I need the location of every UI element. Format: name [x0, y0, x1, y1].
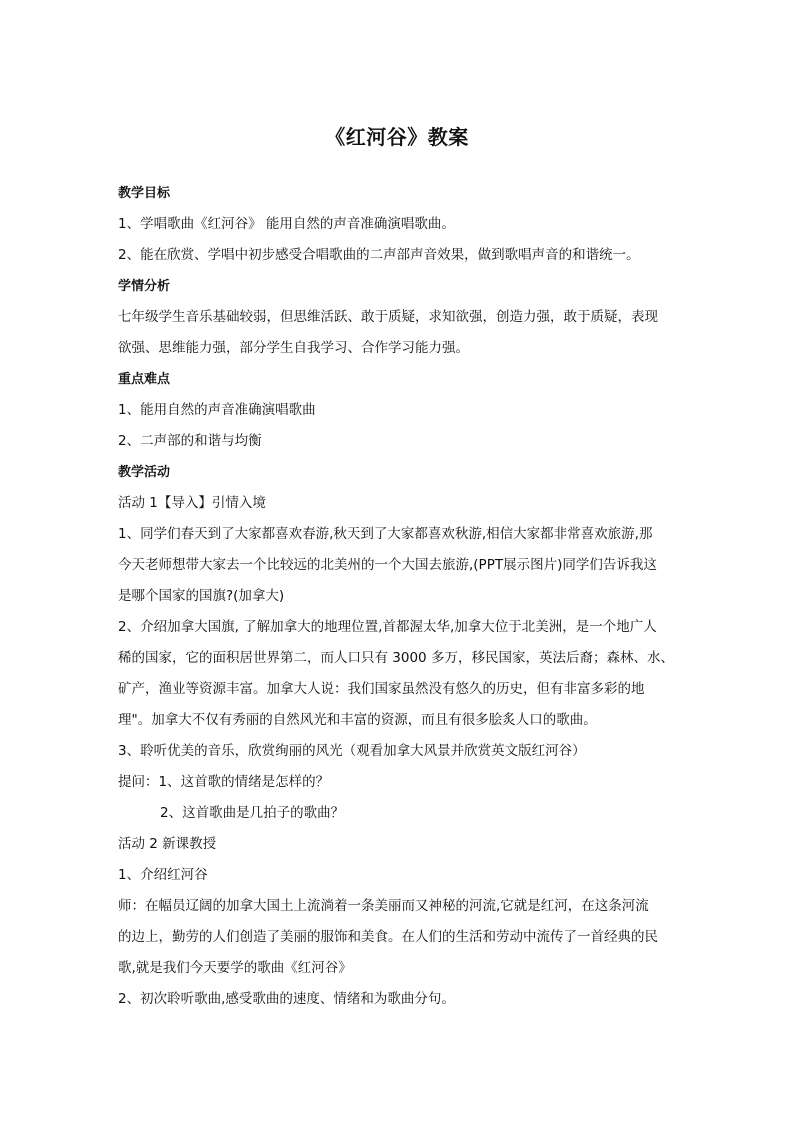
paragraph-line: 提问：1、这首歌的情绪是怎样的？: [118, 774, 330, 790]
section-heading: 教学活动: [118, 465, 171, 480]
document-title: 《红河谷》教案: [325, 125, 469, 149]
paragraph-line: 2、初次聆听歌曲,感受歌曲的速度、情绪和为歌曲分句。: [118, 991, 455, 1007]
paragraph-line: 是哪个国家的国旗?(加拿大): [118, 588, 285, 604]
paragraph-line: 2、能在欣赏、学唱中初步感受合唱歌曲的二声部声音效果，做到歌唱声音的和谐统一。: [118, 247, 640, 263]
paragraph-line: 的边上，勤劳的人们创造了美丽的服饰和美食。在人们的生活和劳动中流传了一首经典的民: [118, 929, 658, 945]
paragraph-line: 今天老师想带大家去一个比较远的北美州的一个大国去旅游,(PPT展示图片)同学们告诉我这: [118, 557, 657, 573]
paragraph-line: 2、介绍加拿大国旗, 了解加拿大的地理位置,首都渥太华,加拿大位于北美洲，是一个地广人: [118, 619, 657, 635]
section-heading: 学情分析: [118, 279, 171, 294]
paragraph-line: 歌,就是我们今天要学的歌曲《红河谷》: [118, 960, 352, 976]
paragraph-line: 2、二声部的和谐与均衡: [118, 433, 262, 449]
document-body: [118, 178, 680, 1015]
paragraph-line: 3、聆听优美的音乐，欣赏绚丽的风光（观看加拿大风景并欣赏英文版红河谷）: [118, 743, 586, 759]
paragraph-line: 1、介绍红河谷: [118, 867, 208, 883]
paragraph-line: 活动 1【导入】引情入境: [118, 495, 266, 511]
paragraph-line: 2、这首歌曲是几拍子的歌曲？: [160, 805, 345, 821]
paragraph-line: 1、学唱歌曲《红河谷》 能用自然的声音准确演唱歌曲。: [118, 216, 455, 232]
section-heading: 重点难点: [118, 372, 171, 387]
paragraph-line: 活动 2 新课教授: [118, 836, 217, 852]
paragraph-line: 理"。加拿大不仅有秀丽的自然风光和丰富的资源，而且有很多脍炙人口的歌曲。: [118, 712, 597, 728]
paragraph-line: 七年级学生音乐基础较弱，但思维活跃、敢于质疑，求知欲强，创造力强，敢于质疑，表现: [118, 309, 658, 325]
section-heading: 教学目标: [118, 186, 171, 201]
paragraph-line: 稀的国家，它的面积居世界第二，而人口只有 3000 多万，移民国家，英法后裔；森林、水、: [118, 650, 674, 666]
paragraph-line: 师：在幅员辽阔的加拿大国土上流淌着一条美丽而又神秘的河流,它就是红河，在这条河流: [118, 898, 649, 914]
paragraph-line: 矿产，渔业等资源丰富。加拿大人说：我们国家虽然没有悠久的历史，但有非富多彩的地: [118, 681, 645, 697]
paragraph-line: 1、能用自然的声音准确演唱歌曲: [118, 402, 316, 418]
paragraph-line: 1、同学们春天到了大家都喜欢春游,秋天到了大家都喜欢秋游,相信大家都非常喜欢旅游,那: [118, 526, 653, 542]
paragraph-line: 欲强、思维能力强，部分学生自我学习、合作学习能力强。: [118, 340, 469, 356]
